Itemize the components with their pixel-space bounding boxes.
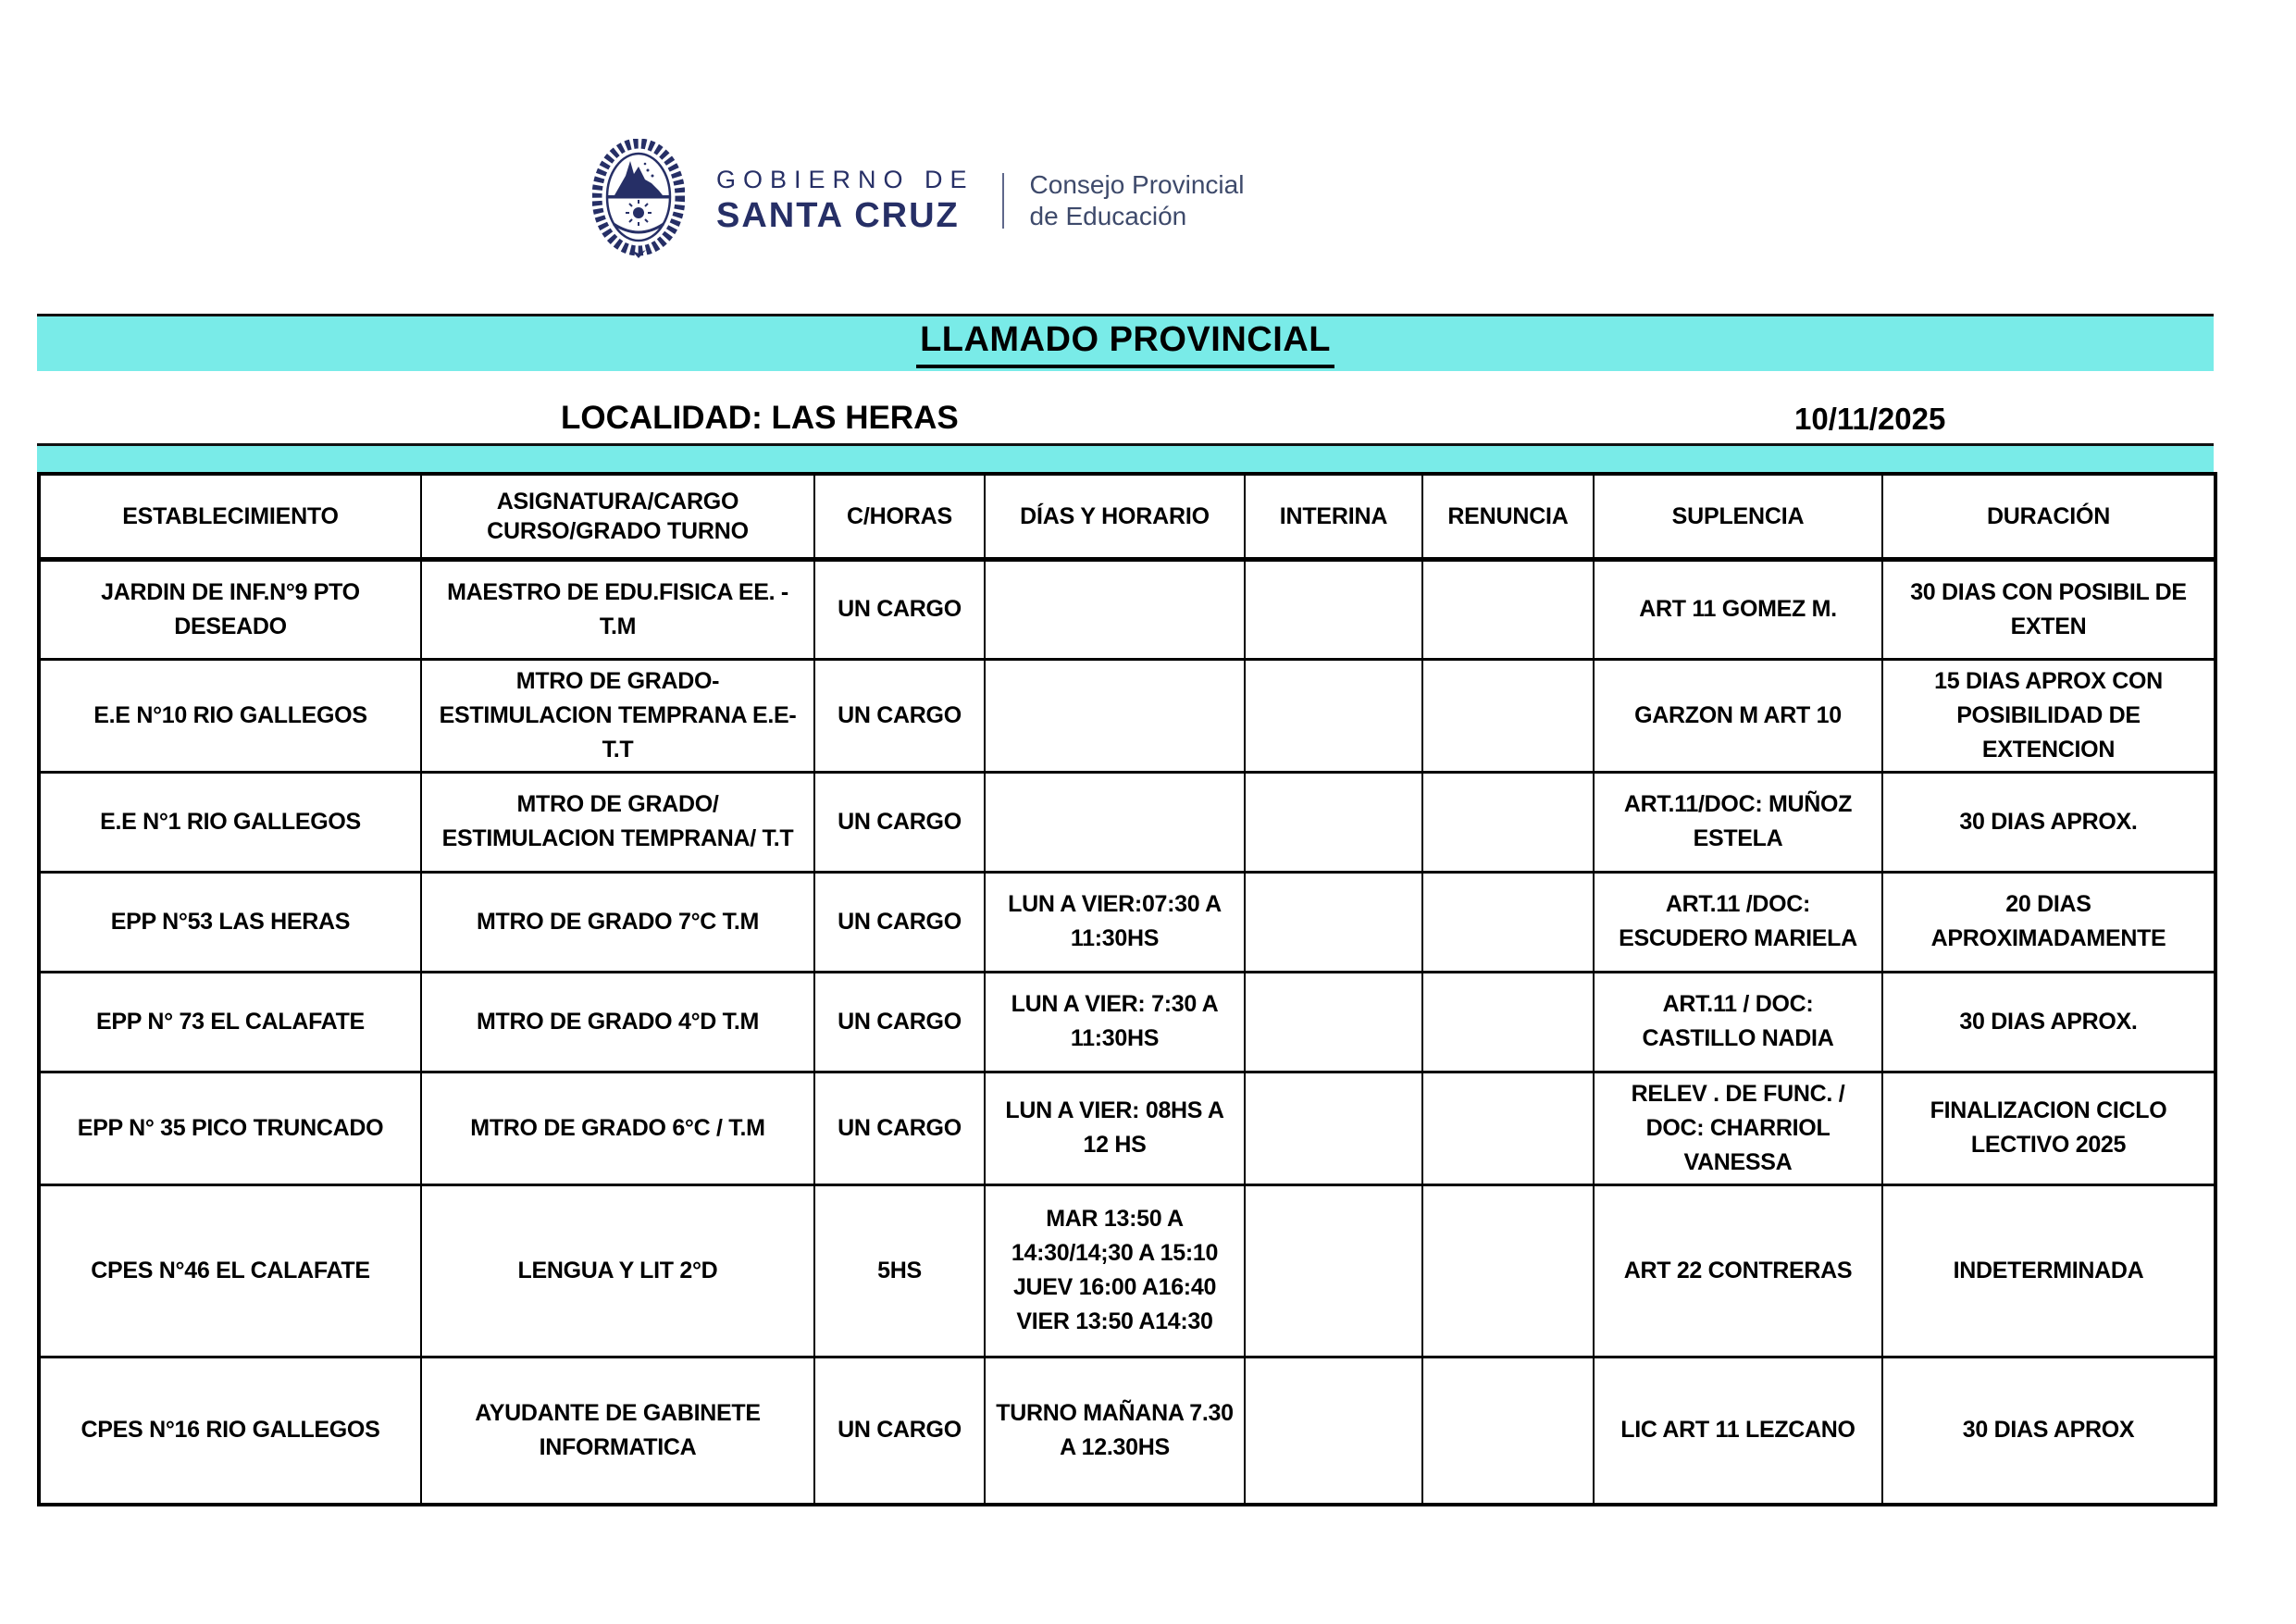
table-row — [39, 972, 2215, 1072]
table-cell: GARZON M ART 10 — [1594, 659, 1882, 772]
table-cell: 30 DIAS APROX. — [1882, 972, 2215, 1072]
table-cell — [1245, 1184, 1422, 1357]
table-cell: INDETERMINADA — [1882, 1184, 2215, 1357]
table-cell: EPP N° 73 EL CALAFATE — [39, 972, 421, 1072]
table-cell — [1422, 972, 1594, 1072]
table-cell: MTRO DE GRADO 4°D T.M — [421, 972, 814, 1072]
table-row — [39, 659, 2215, 772]
table-cell: UN CARGO — [814, 559, 985, 659]
table-cell: LUN A VIER: 7:30 A 11:30HS — [985, 972, 1245, 1072]
column-header: RENUNCIA — [1422, 474, 1594, 559]
locality-label: LOCALIDAD: LAS HERAS — [561, 400, 959, 436]
table-cell: LUN A VIER: 08HS A 12 HS — [985, 1072, 1245, 1184]
column-header: C/HORAS — [814, 474, 985, 559]
table-cell: EPP N°53 LAS HERAS — [39, 872, 421, 972]
table-cell: UN CARGO — [814, 772, 985, 872]
header-row — [39, 474, 2215, 559]
table-cell: LUN A VIER:07:30 A 11:30HS — [985, 872, 1245, 972]
table-cell — [1245, 559, 1422, 659]
table-cell: UN CARGO — [814, 1072, 985, 1184]
table-cell: E.E N°10 RIO GALLEGOS — [39, 659, 421, 772]
table-cell: MTRO DE GRADO 7°C T.M — [421, 872, 814, 972]
table-cell — [985, 659, 1245, 772]
table-cell — [1245, 872, 1422, 972]
table-cell: JARDIN DE INF.N°9 PTO DESEADO — [39, 559, 421, 659]
table-cell — [985, 772, 1245, 872]
table-cell: ART.11/DOC: MUÑOZ ESTELA — [1594, 772, 1882, 872]
gobierno-de-text: GOBIERNO DE — [716, 166, 974, 193]
table-cell — [1245, 1357, 1422, 1505]
table-cell — [1422, 559, 1594, 659]
table-row — [39, 1072, 2215, 1184]
table-cell: TURNO MAÑANA 7.30 A 12.30HS — [985, 1357, 1245, 1505]
table-cell — [1245, 772, 1422, 872]
table-cell: ART 22 CONTRERAS — [1594, 1184, 1882, 1357]
table-cell — [1422, 872, 1594, 972]
table-cell: MTRO DE GRADO- ESTIMULACION TEMPRANA E.E-T.T — [421, 659, 814, 772]
table-row — [39, 1357, 2215, 1505]
table-cell — [1422, 659, 1594, 772]
table-cell — [1245, 1072, 1422, 1184]
table-cell: MTRO DE GRADO/ ESTIMULACION TEMPRANA/ T.T — [421, 772, 814, 872]
santa-cruz-crest-icon — [592, 139, 685, 263]
table-row — [39, 1184, 2215, 1357]
table-cell: LENGUA Y LIT 2°D — [421, 1184, 814, 1357]
subheader-line — [0, 400, 2296, 440]
column-header: SUPLENCIA — [1594, 474, 1882, 559]
logo-header — [592, 139, 1244, 263]
table-cell: LIC ART 11 LEZCANO — [1594, 1357, 1882, 1505]
spacer-banner — [37, 443, 2214, 472]
table-cell: 30 DIAS CON POSIBIL DE EXTEN — [1882, 559, 2215, 659]
table-cell: ART.11 /DOC: ESCUDERO MARIELA — [1594, 872, 1882, 972]
consejo-line1: Consejo Provincial — [1029, 170, 1245, 199]
table-cell — [1245, 972, 1422, 1072]
consejo-line2: de Educación — [1029, 202, 1187, 230]
table-cell: CPES N°16 RIO GALLEGOS — [39, 1357, 421, 1505]
column-header: ASIGNATURA/CARGO CURSO/GRADO TURNO — [421, 474, 814, 559]
santa-cruz-text: SANTA CRUZ — [716, 196, 960, 235]
table-cell — [1422, 1072, 1594, 1184]
table-cell: CPES N°46 EL CALAFATE — [39, 1184, 421, 1357]
table-cell — [1245, 659, 1422, 772]
column-header: DÍAS Y HORARIO — [985, 474, 1245, 559]
document-date: 10/11/2025 — [1794, 402, 1946, 436]
table-body — [39, 559, 2215, 1505]
table-cell — [985, 559, 1245, 659]
table-row — [39, 872, 2215, 972]
table-cell: UN CARGO — [814, 872, 985, 972]
column-header: ESTABLECIMIENTO — [39, 474, 421, 559]
llamado-table — [37, 472, 2217, 1506]
column-header: DURACIÓN — [1882, 474, 2215, 559]
table-cell: E.E N°1 RIO GALLEGOS — [39, 772, 421, 872]
table-cell: 5HS — [814, 1184, 985, 1357]
column-header: INTERINA — [1245, 474, 1422, 559]
table-cell — [1422, 772, 1594, 872]
table-cell: 30 DIAS APROX — [1882, 1357, 2215, 1505]
table-cell: RELEV . DE FUNC. / DOC: CHARRIOL VANESSA — [1594, 1072, 1882, 1184]
table-cell: 20 DIAS APROXIMADAMENTE — [1882, 872, 2215, 972]
table-cell: MAESTRO DE EDU.FISICA EE. - T.M — [421, 559, 814, 659]
table-cell: 30 DIAS APROX. — [1882, 772, 2215, 872]
consejo-wordmark — [1030, 169, 1245, 232]
table-header — [39, 474, 2215, 559]
table-cell: AYUDANTE DE GABINETE INFORMATICA — [421, 1357, 814, 1505]
table-cell: ART.11 / DOC: CASTILLO NADIA — [1594, 972, 1882, 1072]
table-cell: MTRO DE GRADO 6°C / T.M — [421, 1072, 814, 1184]
table-cell: UN CARGO — [814, 659, 985, 772]
table-cell: EPP N° 35 PICO TRUNCADO — [39, 1072, 421, 1184]
table-cell — [1422, 1184, 1594, 1357]
government-wordmark — [716, 166, 974, 236]
title-banner — [37, 314, 2214, 371]
table-cell: FINALIZACION CICLO LECTIVO 2025 — [1882, 1072, 2215, 1184]
table-cell: UN CARGO — [814, 1357, 985, 1505]
logo-divider — [1002, 173, 1004, 229]
page-title: LLAMADO PROVINCIAL — [916, 320, 1334, 368]
table-row — [39, 559, 2215, 659]
table-cell — [1422, 1357, 1594, 1505]
table-cell: UN CARGO — [814, 972, 985, 1072]
table-cell: ART 11 GOMEZ M. — [1594, 559, 1882, 659]
table-row — [39, 772, 2215, 872]
table-cell: MAR 13:50 A 14:30/14;30 A 15:10 JUEV 16:00 A16:40 VIER 13:50 A14:30 — [985, 1184, 1245, 1357]
table-cell: 15 DIAS APROX CON POSIBILIDAD DE EXTENCION — [1882, 659, 2215, 772]
